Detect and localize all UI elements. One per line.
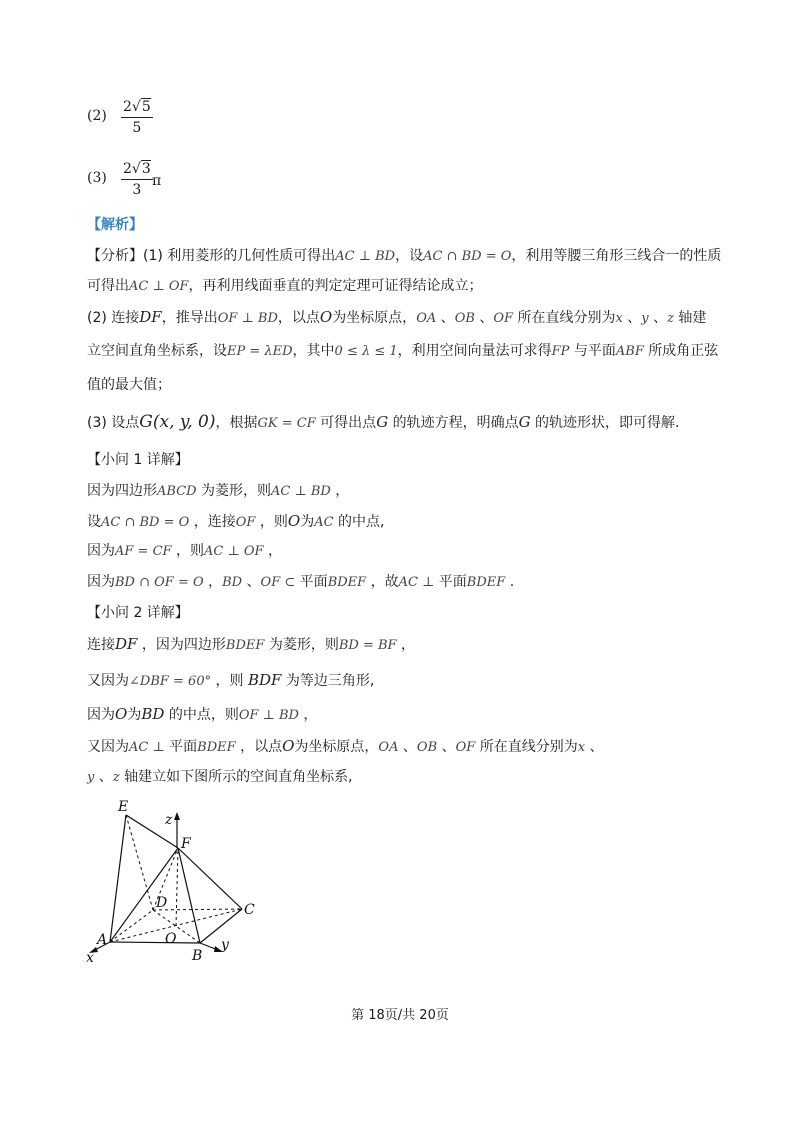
page-footer: 第 18页/共 20页 [351, 1008, 449, 1023]
q2-line-2: 又因为∠DBF = 60° ，则 BDF 为等边三角形, [87, 671, 375, 689]
label-z: z [165, 812, 173, 828]
answer-3-pi: π [152, 173, 162, 189]
q1-line-3: 因为AF = CF ，则AC ⊥ OF ， [87, 543, 282, 559]
z-arrow-icon [174, 812, 180, 820]
label-B: B [192, 948, 203, 964]
q2-line-5: y 、z 轴建立如下图所示的空间直角坐标系, [87, 769, 353, 785]
q1-line-4: 因为BD ∩ OF = O ，BD 、OF ⊂ 平面BDEF ，故AC ⊥ 平面BDEF . [87, 574, 515, 590]
answer-2-fraction: $\frac{2√5}{5}$ [123, 99, 151, 136]
analysis-line-4: 立空间直角坐标系，设EP = λED，其中0 ≤ λ ≤ 1，利用空间向量法可求得FP 与平面ABF 所成角正弦 [87, 343, 719, 359]
q2-line-3: 因为O为BD 的中点，则OF ⊥ BD ， [87, 705, 318, 723]
label-E: E [118, 799, 129, 815]
heading-jiexi: 【解析】 [87, 217, 143, 233]
answer-2-label: (2) [87, 108, 107, 124]
coordinate-figure [80, 795, 270, 970]
label-D: D [156, 895, 168, 911]
label-C: C [244, 902, 255, 918]
edge-AB [110, 942, 200, 943]
q1-line-2: 设AC ∩ BD = O ，连接OF ，则O为AC 的中点, [87, 512, 385, 530]
answer-3-label: (3) [87, 170, 107, 186]
edge-OF [176, 848, 178, 926]
answer-3-fraction: $\frac{2√3}{3}$ [123, 161, 151, 198]
analysis-line-5: 值的最大值； [87, 377, 171, 393]
q2-heading: 【小问 2 详解】 [87, 605, 189, 621]
edge-FC [178, 848, 242, 909]
edge-AD [110, 910, 153, 942]
label-O: O [165, 931, 177, 947]
analysis-line-1: 【分析】(1) 利用菱形的几何性质可得出AC ⊥ BD，设AC ∩ BD = O，利用等腰三角形三线合一的性质 [87, 248, 722, 264]
edge-FB [178, 848, 200, 943]
analysis-line-2: 可得出AC ⊥ OF，再利用线面垂直的判定定理可证得结论成立； [87, 278, 483, 294]
q1-heading: 【小问 1 详解】 [87, 452, 189, 468]
q1-line-1: 因为四边形ABCD 为菱形，则AC ⊥ BD ， [87, 483, 350, 499]
analysis-line-3: (2) 连接DF，推导出OF ⊥ BD，以点O为坐标原点，OA 、OB 、OF 所在直线分别为x 、y 、z 轴建 [87, 308, 707, 326]
label-F: F [181, 836, 191, 852]
q2-line-1: 连接DF ，因为四边形BDEF 为菱形，则BD = BF ， [87, 635, 416, 653]
q2-line-4: 又因为AC ⊥ 平面BDEF ，以点O为坐标原点，OA 、OB 、OF 所在直线分别为x 、 [87, 737, 604, 755]
label-x: x [86, 950, 94, 966]
analysis-line-6: (3) 设点G(x, y, 0)，根据GK = CF 可得出点G 的轨迹方程，明确点G 的轨迹形状，即可得解. [87, 412, 680, 432]
label-y: y [221, 937, 229, 953]
label-A: A [97, 932, 108, 948]
